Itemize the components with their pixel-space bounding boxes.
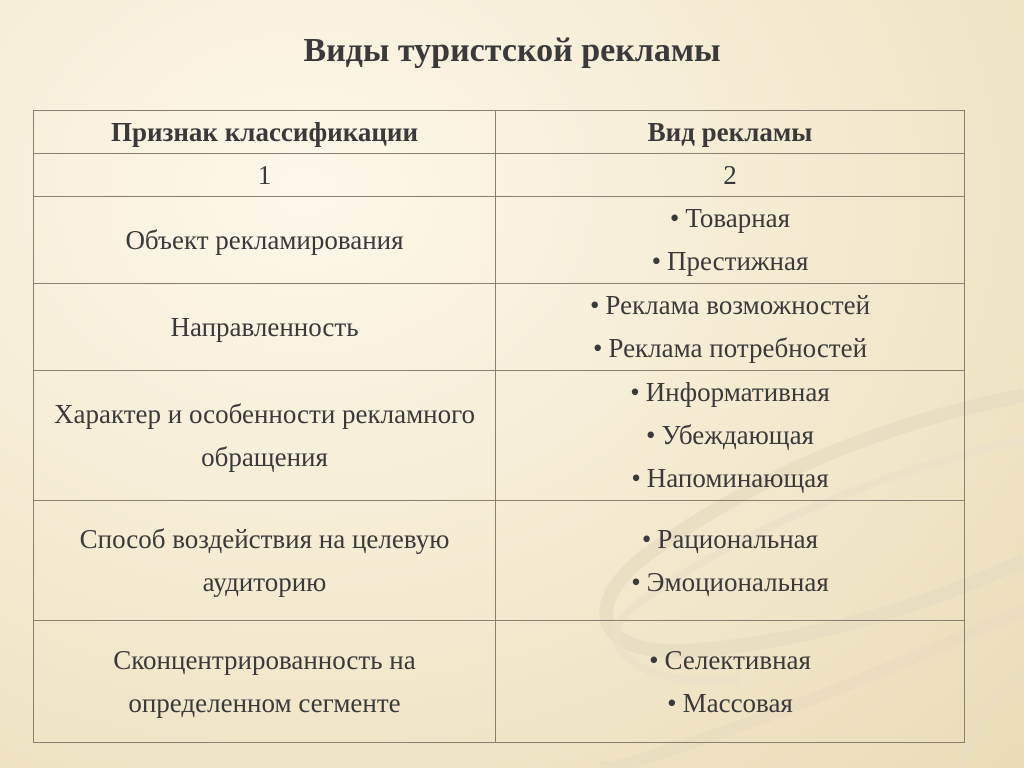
column-number-2: 2 bbox=[496, 154, 965, 197]
ad-types-cell bbox=[496, 284, 965, 371]
ad-type-label: Эмоциональная bbox=[646, 566, 829, 597]
bullet-icon: • bbox=[630, 377, 640, 407]
bullet-icon: • bbox=[631, 566, 641, 597]
ad-type-label: Селективная bbox=[664, 644, 811, 675]
header-criterion: Признак классификации bbox=[34, 111, 496, 154]
table-row bbox=[34, 501, 965, 621]
bullet-icon: • bbox=[646, 420, 656, 450]
ad-type-item bbox=[504, 371, 956, 414]
ad-type-item bbox=[504, 457, 956, 500]
table-row bbox=[34, 284, 965, 371]
ad-type-label: Убеждающая bbox=[661, 420, 814, 450]
header-ad-type: Вид рекламы bbox=[496, 111, 965, 154]
ad-type-label: Напоминающая bbox=[646, 463, 829, 493]
bullet-icon: • bbox=[631, 463, 641, 493]
bullet-icon: • bbox=[669, 203, 680, 233]
ad-types-cell bbox=[496, 371, 965, 501]
criterion-cell: Направленность bbox=[34, 284, 496, 371]
ad-types-cell bbox=[496, 501, 965, 621]
ad-type-item bbox=[504, 240, 956, 283]
table-row bbox=[34, 371, 965, 501]
bullet-icon: • bbox=[667, 687, 677, 718]
criterion-cell: Объект рекламирования bbox=[34, 197, 496, 284]
criterion-cell: Сконцентрированность на определенном сегменте bbox=[34, 621, 496, 743]
ad-type-item bbox=[504, 639, 956, 682]
ad-type-item bbox=[504, 414, 956, 457]
bullet-icon: • bbox=[651, 246, 662, 276]
bullet-icon: • bbox=[641, 523, 652, 554]
ad-type-item bbox=[504, 561, 956, 604]
ad-type-label: Реклама потребностей bbox=[608, 333, 868, 363]
ad-type-label: Реклама возможностей bbox=[605, 290, 871, 320]
ad-type-label: Рациональная bbox=[657, 523, 819, 554]
column-number-row bbox=[34, 154, 965, 197]
ad-type-item bbox=[504, 682, 956, 725]
slide-title: Виды туристской рекламы bbox=[303, 32, 721, 69]
ad-type-item bbox=[504, 327, 956, 370]
ad-type-label: Информативная bbox=[645, 377, 830, 407]
table-header-row bbox=[34, 111, 965, 154]
bullet-icon: • bbox=[649, 644, 659, 675]
ad-type-label: Товарная bbox=[685, 203, 791, 233]
ad-type-item bbox=[504, 284, 956, 327]
ad-type-item bbox=[504, 197, 956, 240]
ad-type-label: Массовая bbox=[682, 687, 793, 718]
advertising-types-table bbox=[33, 110, 965, 743]
criterion-cell: Характер и особенности рекламного обращения bbox=[34, 371, 496, 501]
ad-types-cell bbox=[496, 197, 965, 284]
table-row bbox=[34, 197, 965, 284]
table-row bbox=[34, 621, 965, 743]
criterion-cell: Способ воздействия на целевую аудиторию bbox=[34, 501, 496, 621]
table-body bbox=[34, 197, 965, 743]
bullet-icon: • bbox=[592, 333, 603, 363]
bullet-icon: • bbox=[589, 290, 600, 320]
ad-type-item bbox=[504, 518, 956, 561]
ad-types-cell bbox=[496, 621, 965, 743]
column-number-1: 1 bbox=[34, 154, 496, 197]
ad-type-label: Престижная bbox=[667, 246, 809, 276]
